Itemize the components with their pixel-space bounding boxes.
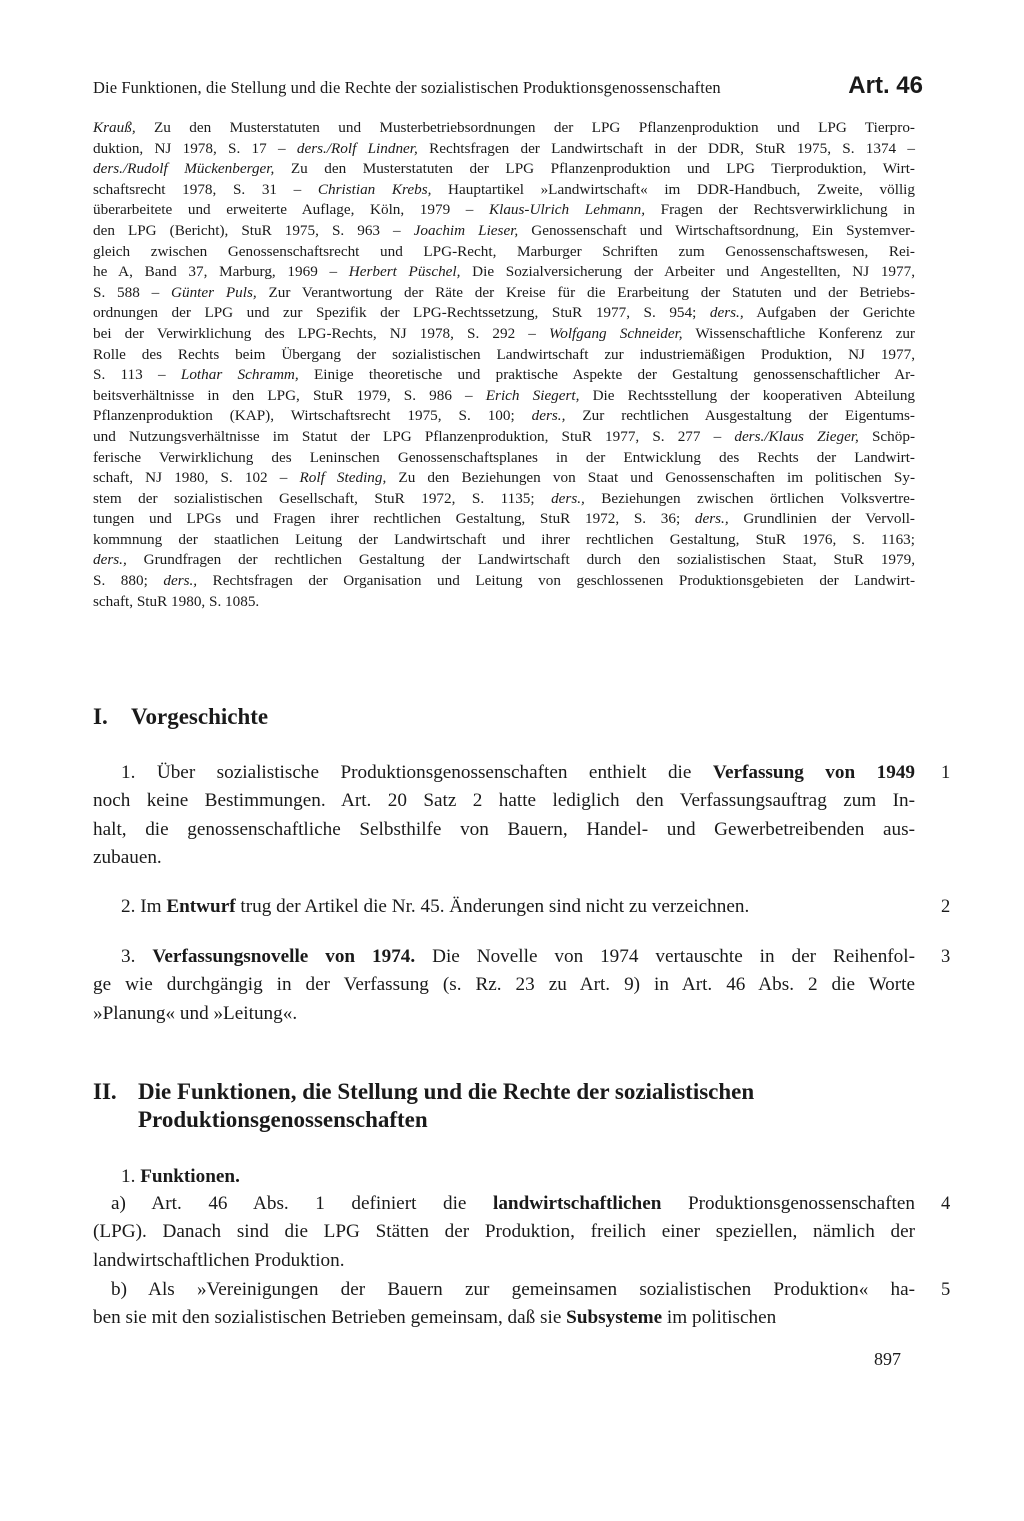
text-segment: ferische Verwirklichung des Leninschen Genossenschaftsplanes in der Entwicklung des Rechts der Landwirt- <box>93 448 915 466</box>
paragraph-4 <box>93 1190 915 1275</box>
text-line <box>93 262 915 283</box>
text-segment: Grundfragen der rechtlichen Gestaltung der Landwirtschaft durch den sozialistischen Staat, StuR 1979, <box>126 551 915 569</box>
text-segment: Rolle des Rechts beim Übergang der sozialistischen Landwirtschaft zur industriemäßigen Produktion, NJ 1977, <box>93 345 915 363</box>
section-number: I. <box>93 704 108 729</box>
text-line <box>93 893 915 921</box>
text-segment: Fragen der Rechtsverwirklichung in <box>645 201 915 219</box>
text-line <box>93 448 915 469</box>
text-line <box>93 427 915 448</box>
text-segment: schaft, NJ 1980, S. 102 – <box>93 469 300 487</box>
text-segment: he A, Band 37, Marburg, 1969 – <box>93 263 349 281</box>
text-line <box>93 787 915 815</box>
text-line <box>93 221 915 242</box>
bold-segment: Verfassung von 1949 <box>712 762 916 783</box>
text-segment: 3. <box>121 946 153 967</box>
text-segment: (LPG). Danach sind die LPG Stätten der Produktion, freilich einer speziellen, nämlich der <box>93 1221 915 1243</box>
text-segment: überarbeitete und erweiterte Auflage, Köln, 1979 – <box>93 201 489 219</box>
text-segment: Zu den Musterstatuten und Musterbetriebsordnungen der LPG Pflanzenproduktion und LPG Tierpro- <box>135 119 915 136</box>
text-line <box>93 200 915 221</box>
italic-segment: Klaus-Ulrich Lehmann, <box>488 201 646 219</box>
section-title: Vorgeschichte <box>131 704 269 729</box>
italic-segment: Joachim Lieser, <box>413 221 519 239</box>
text-segment: kommnung der staatlichen Leitung der Landwirtschaft und ihrer rechtlichen Gestaltung, StuR 1976, S. 1163; <box>93 530 915 548</box>
margin-number: 2 <box>941 897 951 917</box>
text-line <box>93 550 915 571</box>
text-line <box>93 345 915 366</box>
text-segment: schaft, StuR 1980, S. 1085. <box>93 592 260 610</box>
text-segment: gleich zwischen Genossenschaftsrecht und LPG-Recht, Marburger Schriften zum Genossenschaftswesen, Rei- <box>93 242 915 260</box>
text-line <box>93 816 915 844</box>
text-line <box>93 530 915 551</box>
text-line <box>93 283 915 304</box>
article-label: Art. 46 <box>848 72 923 99</box>
text-segment: Zur Verantwortung der Räte der Kreise für die Erarbeitung der Statuten und der Betriebs- <box>256 283 916 301</box>
text-line <box>93 1304 915 1332</box>
text-segment: beitsverhältnisse in den LPG, StuR 1979, S. 986 – <box>93 386 486 404</box>
text-segment: Pflanzenproduktion (KAP), Wirtschaftsrecht 1975, S. 100; <box>93 407 532 425</box>
text-segment: trug der Artikel die Nr. 45. Änderungen sind nicht zu verzeichnen. <box>235 896 750 917</box>
text-segment: den LPG (Bericht), StuR 1975, S. 963 – <box>93 221 414 239</box>
text-line <box>93 1190 915 1218</box>
text-segment: Einige theoretische und praktische Aspekte der Gestaltung genossenschaftlicher Ar- <box>298 366 915 384</box>
text-line <box>93 139 915 160</box>
text-segment: zubauen. <box>93 847 162 869</box>
page-number: 897 <box>874 1349 901 1369</box>
text-line <box>93 1247 915 1275</box>
margin-number: 1 <box>941 763 951 783</box>
text-line <box>93 759 915 787</box>
text-segment: Zur rechtlichen Ausgestaltung der Eigentums- <box>565 407 915 425</box>
text-segment: bei der Verwirklichung des LPG-Rechts, NJ 1978, S. 292 – <box>93 324 549 342</box>
text-segment: ge wie durchgängig in der Verfassung (s. Rz. 23 zu Art. 9) in Art. 46 Abs. 2 die Worte <box>93 974 915 996</box>
italic-segment: Rolf Steding, <box>299 469 387 487</box>
text-segment: a) Art. 46 Abs. 1 definiert die <box>111 1193 493 1214</box>
text-segment: landwirtschaftlichen Produktion. <box>93 1249 345 1271</box>
text-segment: S. 113 – <box>93 366 181 384</box>
text-segment: Die Sozialversicherung der Arbeiter und Angestellten, NJ 1977, <box>460 263 915 281</box>
text-line <box>93 303 915 324</box>
text-segment: Produktionsgenossenschaften <box>661 1193 915 1214</box>
italic-segment: ders./Rolf Lindner, <box>296 139 418 157</box>
text-line <box>93 180 915 201</box>
bold-segment: Subsysteme <box>566 1307 663 1329</box>
italic-segment: Lothar Schramm, <box>180 366 299 384</box>
italic-segment: Günter Puls, <box>171 283 257 301</box>
paragraph-5 <box>93 1276 915 1333</box>
text-segment: 1. Über sozialistische Produktionsgenossenschaften enthielt die <box>121 762 713 783</box>
margin-number: 4 <box>941 1194 951 1214</box>
text-segment: Schöp- <box>858 427 916 445</box>
text-segment: Die Rechtsstellung der kooperativen Abteilung <box>579 386 916 404</box>
text-segment: Rechtsfragen der Organisation und Leitung von geschlossenen Produktionsgebieten der Landwirt- <box>197 572 915 590</box>
text-segment: noch keine Bestimmungen. Art. 20 Satz 2 hatte lediglich den Verfassungsauftrag zum In- <box>93 790 915 812</box>
text-line <box>93 592 915 613</box>
text-line <box>93 489 915 510</box>
bold-segment: Verfassungsnovelle von 1974. <box>152 946 416 967</box>
paragraph-3 <box>93 943 915 1028</box>
italic-segment: Herbert Püschel, <box>348 263 461 281</box>
text-segment: 2. Im <box>121 896 167 917</box>
italic-segment: ders./Rudolf Mückenberger, <box>93 160 275 178</box>
margin-number: 3 <box>941 947 951 967</box>
text-line <box>93 1163 915 1191</box>
text-line <box>93 159 915 180</box>
text-line <box>93 844 915 872</box>
margin-number: 5 <box>941 1280 951 1300</box>
text-segment: im politischen <box>662 1307 777 1329</box>
section-heading-1 <box>93 703 268 731</box>
italic-segment: ders./Klaus Zieger, <box>734 427 859 445</box>
page-header <box>93 72 923 102</box>
text-line <box>93 118 915 139</box>
text-line <box>93 943 915 971</box>
text-segment: Rechtsfragen der Landwirtschaft in der DDR, StuR 1975, S. 1374 – <box>417 139 915 157</box>
text-segment: S. 880; <box>93 572 164 590</box>
text-line <box>93 1000 915 1028</box>
bold-segment: Entwurf <box>166 896 236 917</box>
paragraph-2 <box>93 893 915 921</box>
italic-segment: Erich Siegert, <box>485 386 580 404</box>
text-segment: stem der sozialistischen Gesellschaft, StuR 1972, S. 1135; <box>93 489 552 507</box>
bold-segment: Funktionen. <box>140 1166 240 1187</box>
italic-segment: Wolfgang Schneider, <box>548 324 683 342</box>
text-segment: tungen und LPGs und Fragen ihrer rechtlichen Gestaltung, StuR 1972, S. 36; <box>93 510 695 528</box>
text-segment: Beziehungen zwischen örtlichen Volksvertre- <box>584 489 915 507</box>
text-line <box>93 1218 915 1246</box>
text-segment: Aufgaben der Gerichte <box>743 304 915 322</box>
section-title-line-2: Produktionsgenossenschaften <box>138 1107 428 1132</box>
text-segment: schaftsrecht 1978, S. 31 – <box>93 180 318 198</box>
text-line <box>93 571 915 592</box>
text-segment: 1. <box>121 1166 141 1187</box>
subheading-funktionen <box>93 1163 915 1191</box>
text-segment: Zu den Beziehungen von Staat und Genossenschaften im politischen Sy- <box>386 469 916 487</box>
running-title: Die Funktionen, die Stellung und die Rechte der sozialistischen Produktionsgenossenschaften <box>93 78 721 97</box>
italic-segment: ders., <box>163 572 198 590</box>
text-line <box>93 324 915 345</box>
italic-segment: ders., <box>551 489 585 507</box>
italic-segment: ders., <box>93 551 127 569</box>
text-line <box>93 386 915 407</box>
text-segment: ben sie mit den sozialistischen Betrieben gemeinsam, daß sie <box>93 1307 567 1329</box>
text-segment: und Nutzungsverhältnisse im Statut der LPG Pflanzenproduktion, StuR 1977, S. 277 – <box>93 427 735 445</box>
text-line <box>93 406 915 427</box>
text-segment: ordnungen der LPG und zur Spezifik der LPG-Rechtssetzung, StuR 1977, S. 954; <box>93 304 710 322</box>
text-segment: Zu den Musterstatuten der LPG Pflanzenproduktion und LPG Tierproduktion, Wirt- <box>274 160 915 178</box>
italic-segment: Krauß, <box>93 119 136 136</box>
text-line <box>93 509 915 530</box>
text-segment: Die Novelle von 1974 vertauschte in der Reihenfol- <box>415 946 915 967</box>
text-segment: S. 588 – <box>93 283 172 301</box>
text-segment: b) Als »Vereinigungen der Bauern zur gemeinsamen sozialistischen Produktion« ha- <box>111 1279 915 1300</box>
italic-segment: ders., <box>531 407 566 425</box>
text-segment: duktion, NJ 1978, S. 17 – <box>93 139 297 157</box>
text-segment: halt, die genossenschaftliche Selbsthilfe von Bauern, Handel- und Gewerbetreibenden aus- <box>93 818 915 840</box>
text-segment: Genossenschaft und Wirtschaftsordnung, Ein Systemver- <box>518 221 915 239</box>
text-line <box>93 242 915 263</box>
text-segment: Wissenschaftliche Konferenz zur <box>682 324 915 342</box>
italic-segment: Christian Krebs, <box>317 180 432 198</box>
paragraph-1 <box>93 759 915 873</box>
text-segment: Hauptartikel »Landwirtschaft« im DDR-Handbuch, Zweite, völlig <box>431 180 915 198</box>
italic-segment: ders., <box>694 510 729 528</box>
text-line <box>93 1276 915 1304</box>
text-segment: Grundlinien der Vervoll- <box>728 510 915 528</box>
italic-segment: ders., <box>709 304 744 322</box>
text-segment: »Planung« und »Leitung«. <box>93 1002 298 1024</box>
section-number: II. <box>93 1079 117 1104</box>
section-heading-2 <box>93 1078 754 1134</box>
text-line <box>93 365 915 386</box>
bibliography-block <box>93 118 915 612</box>
text-line <box>93 971 915 999</box>
section-title-line-1: Die Funktionen, die Stellung und die Rechte der sozialistischen <box>138 1079 755 1104</box>
text-line <box>93 468 915 489</box>
bold-segment: landwirtschaftlichen <box>492 1193 662 1214</box>
